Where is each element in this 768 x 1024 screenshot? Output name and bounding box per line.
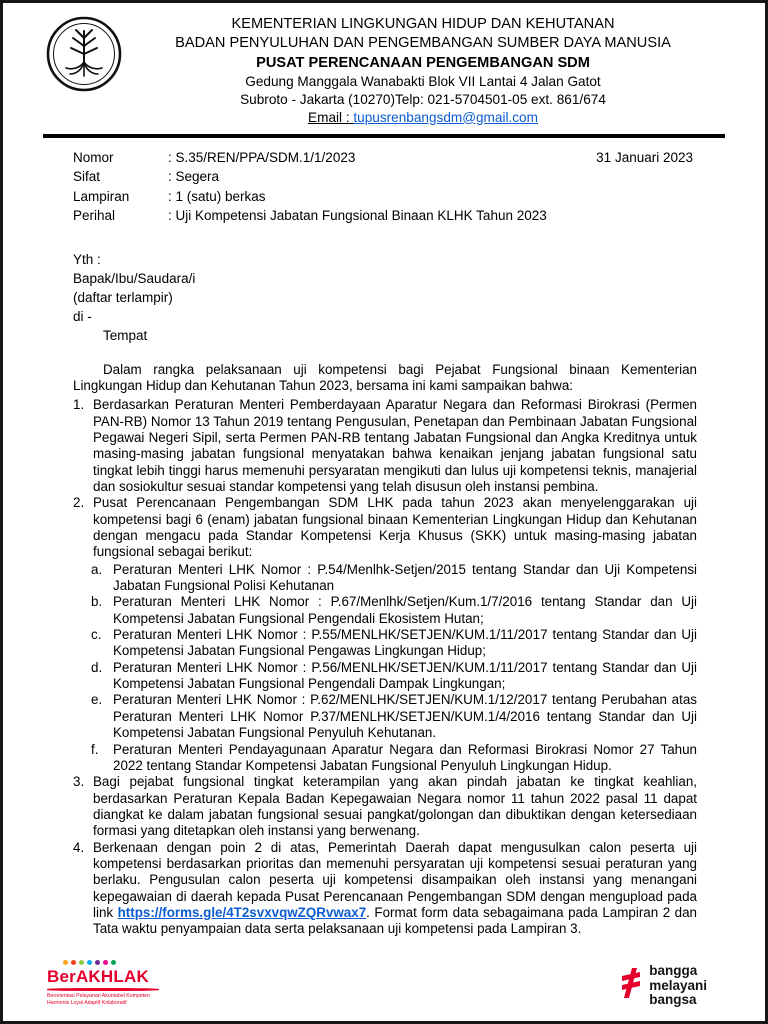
email-line	[125, 109, 721, 127]
letter-date: 31 Januari 2023	[596, 149, 693, 165]
berakhlak-dot	[87, 960, 92, 965]
meta-label: Perihal	[73, 208, 116, 224]
berakhlak-dots	[63, 960, 159, 965]
sub-letter: c.	[91, 627, 102, 643]
bangga-melayani-bangsa-icon	[620, 967, 642, 1004]
list-number: 2.	[73, 495, 85, 511]
letter-meta	[73, 148, 693, 226]
sub-item-e	[91, 692, 697, 741]
sub-text: Peraturan Menteri Pendayagunaan Aparatur Negara dan Reformasi Birokrasi Nomor 27 Tahun 2022 tentang Standar Kompetensi Jabatan Fungsional Penyuluh Lingkungan Hidup.	[113, 741, 697, 773]
meta-row-perihal	[73, 206, 693, 226]
list-number: 3.	[73, 774, 85, 790]
sub-text: Peraturan Menteri LHK Nomor : P.56/MENLHK/SETJEN/KUM.1/11/2017 tentang Standar dan Uji Kompetensi Jabatan Fungsional Pengendali Dampak Lingkungan;	[113, 659, 697, 692]
sublist	[91, 562, 697, 774]
meta-value: : Uji Kompetensi Jabatan Fungsional Binaan KLHK Tahun 2023	[168, 208, 547, 224]
berakhlak-dot	[103, 960, 108, 965]
list-item-1	[73, 397, 697, 495]
berakhlak-logo	[47, 960, 159, 1007]
list-item-3	[73, 774, 697, 839]
berakhlak-dot	[63, 960, 68, 965]
sub-text: Peraturan Menteri LHK Nomor : P.54/Menlhk-Setjen/2015 tentang Standar dan Uji Kompetensi Jabatan Fungsional Polisi Kehutanan	[113, 561, 697, 594]
bangga-line-1: bangga	[649, 963, 698, 979]
berakhlak-dot	[79, 960, 84, 965]
berakhlak-subtitle-2: Harmonis Loyal Adaptif Kolaboratif	[47, 999, 127, 1006]
meta-row-lampiran	[73, 187, 693, 207]
list-item-2	[73, 495, 697, 560]
sub-item-d	[91, 660, 697, 693]
sub-text: Peraturan Menteri LHK Nomor : P.62/MENLHK/SETJEN/KUM.1/12/2017 tentang Perubahan atas Peraturan Menteri LHK Nomor P.37/MENLHK/SETJEN/KUM.1/4/2016 tentang Standar dan Uji Kompetensi Jabatan Fungsional Penyuluh Kehutanan.	[113, 692, 697, 741]
intro-paragraph: Dalam rangka pelaksanaan uji kompetensi bagi Pejabat Fungsional binaan Kementerian Lingkungan Hidup dan Kehutanan Tahun 2023, bersama ini kami sampaikan bahwa:	[73, 361, 697, 393]
address-line-1: Gedung Manggala Wanabakti Blok VII Lantai 4 Jalan Gatot	[245, 73, 601, 89]
letterhead-divider	[43, 134, 725, 138]
sub-item-f	[91, 742, 697, 775]
recipient-place: Tempat	[103, 328, 148, 344]
sub-item-c	[91, 627, 697, 660]
recipient-line: (daftar terlampir)	[73, 290, 173, 306]
address-line-2: Subroto - Jakarta (10270)Telp: 021-5704501-05 ext. 861/674	[240, 91, 606, 107]
recipient-block	[73, 250, 693, 346]
berakhlak-dot	[95, 960, 100, 965]
berakhlak-subtitle-1: Berorientasi Pelayanan Akuntabel Kompeten	[47, 992, 150, 999]
berakhlak-swoosh	[47, 988, 159, 991]
list-number: 1.	[73, 397, 85, 413]
meta-label: Nomor	[73, 149, 114, 165]
recipient-line: di -	[73, 309, 92, 325]
meta-value: : 1 (satu) berkas	[168, 188, 266, 204]
sub-letter: a.	[91, 561, 103, 577]
recipient-line: Yth :	[73, 251, 101, 267]
list-item-4	[73, 840, 697, 938]
berakhlak-dot	[71, 960, 76, 965]
meta-value: : Segera	[168, 169, 220, 185]
meta-label: Lampiran	[73, 188, 130, 204]
sub-item-b	[91, 594, 697, 627]
berakhlak-title: BerAKHLAK	[47, 967, 149, 987]
berakhlak-dot	[111, 960, 116, 965]
sub-text: Peraturan Menteri LHK Nomor : P.55/MENLHK/SETJEN/KUM.1/11/2017 tentang Standar dan Uji Kompetensi Jabatan Fungsional Pengawas Lingkungan Hidup;	[113, 627, 697, 659]
sub-letter: d.	[91, 659, 103, 675]
bangga-line-2: melayani	[649, 977, 707, 993]
list-number: 4.	[73, 839, 85, 855]
item4-text-before: Berkenaan dengan poin 2 di atas, Pemerintah Daerah dapat mengusulkan calon peserta uji kompetensi berdasarkan prioritas dan memenuhi persyaratan uji kompetensi sesuai peraturan yang berlaku. Pengusulan calon peserta uji kompetensi disampaikan oleh instansi yang menangani kepegawaian di daerah kepada Pusat Perencanaan Pengembangan SDM dengan mengupload pada link	[93, 839, 697, 920]
ministry-name: KEMENTERIAN LINGKUNGAN HIDUP DAN KEHUTANAN	[231, 16, 615, 32]
recipient-line: Bapak/Ibu/Saudara/i	[73, 270, 196, 286]
list-text: Pusat Perencanaan Pengembangan SDM LHK pada tahun 2023 akan menyelenggarakan uji kompetensi bagi 6 (enam) jabatan fungsional binaan Kementerian Lingkungan Hidup dan Kehutanan dengan mengacu pada Standar Kompetensi Kerja Khusus (SKK) untuk masing-masing jabatan fungsional sebagai berikut:	[93, 495, 697, 560]
meta-value: : S.35/REN/PPA/SDM.1/1/2023	[168, 149, 356, 165]
email-link[interactable]: tupusrenbangsdm@gmail.com	[353, 109, 538, 125]
sub-letter: b.	[91, 594, 103, 610]
agency-name: BADAN PENYULUHAN DAN PENGEMBANGAN SUMBER DAYA MANUSIA	[175, 35, 671, 52]
sub-letter: e.	[91, 692, 103, 708]
list-text: Berdasarkan Peraturan Menteri Pemberdayaan Aparatur Negara dan Reformasi Birokrasi (Permen PAN-RB) Nomor 13 Tahun 2019 tentang Pengusulan, Penetapan dan Pembinaan Jabatan Fungsional Pegawai Negeri Sipil, serta Permen PAN-RB tentang Jabatan Fungsional dan Angka Kreditnya untuk masing-masing jabatan fungsional menyatakan bahwa kenaikan jenjang jabatan fungsional satu tingkat lebih tinggi harus memenuhi persyaratan mengikuti dan lulus uji kompetensi teknis, manajerial dan sosiokultur sesuai standar kompetensi yang telah disusun oleh instansi pembina.	[93, 397, 697, 494]
letter-body	[73, 362, 697, 938]
sub-text: Peraturan Menteri LHK Nomor : P.67/Menlhk/Setjen/Kum.1/7/2016 tentang Standar dan Uji Kompetensi Jabatan Fungsional Pengendali Ekosistem Hutan;	[113, 594, 697, 626]
bangga-line-3: bangsa	[649, 991, 697, 1007]
email-label: Email :	[308, 109, 354, 125]
letterhead-text	[125, 15, 721, 127]
sub-item-a	[91, 562, 697, 595]
sub-letter: f.	[91, 741, 99, 757]
item4-text-after: . Format form data sebagaimana pada Lampiran 2 dan Tata waktu penyampaian data serta pelaksanaan uji kompetensi pada Lampiran 3.	[93, 904, 697, 937]
unit-name: PUSAT PERENCANAAN PENGEMBANGAN SDM	[256, 54, 590, 71]
meta-row-sifat	[73, 167, 693, 187]
footer	[3, 960, 765, 1007]
list-text	[93, 840, 697, 938]
bangga-text	[649, 964, 707, 1007]
letterhead	[3, 3, 765, 138]
forms-link[interactable]: https://forms.gle/4T2svxvqwZQRvwax7	[117, 904, 367, 920]
ministry-logo-icon	[45, 15, 123, 93]
list-text: Bagi pejabat fungsional tingkat keterampilan yang akan pindah jabatan ke tingkat keahlian, berdasarkan Peraturan Kepala Badan Kepegawaian Negara nomor 11 tahun 2022 pasal 11 dapat diangkat ke dalam jabatan fungsional sesuai pangkat/golongan dan dibuktikan dengan ketersediaan formasi yang ditetapkan oleh instansi yang berwenang.	[93, 774, 697, 839]
bangga-melayani-bangsa-logo	[620, 964, 707, 1007]
meta-label: Sifat	[73, 169, 101, 185]
